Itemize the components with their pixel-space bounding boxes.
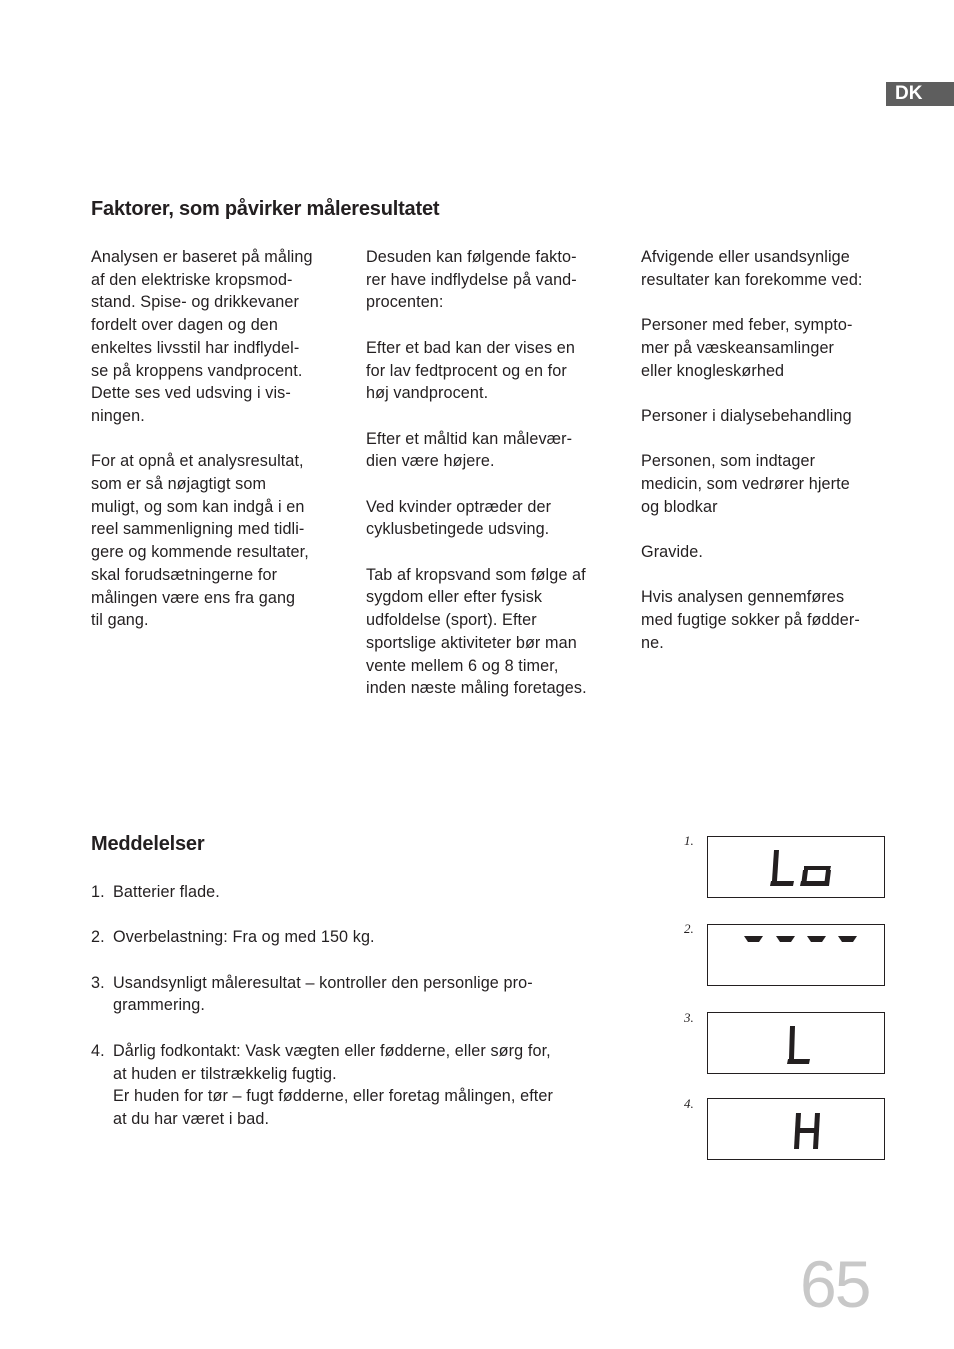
list-item [91,926,621,949]
item-number: 1. [91,883,105,901]
item-number: 4. [91,1041,105,1060]
page-number: 65 [800,1247,870,1321]
paragraph: Ved kvinder optræder der cyklusbetingede udsving. [366,497,552,539]
text-column-1 [91,246,341,655]
messages-list [91,881,621,1153]
paragraph: Efter et bad kan der vises en for lav fedtprocent og en for høj vandprocent. [366,338,575,403]
language-tab: DK [886,82,954,106]
display-number: 4. [684,1096,694,1111]
item-text: Usandsynligt måleresultat – kontroller den personlige pro- grammering. [113,973,533,1015]
lcd-dashes-icon [708,925,886,989]
display-number: 3. [684,1010,694,1025]
item-number: 2. [91,928,105,947]
lcd-h-icon [708,1099,886,1163]
item-text: Overbelastning: Fra og med 150 kg. [113,928,375,947]
paragraph: For at opnå et analysresultat, som er så nøjagtigt som muligt, og som kan indgå i en reel sammenligning med tidli- gere og kommende resultater, skal forudsætningerne for målingen være ens fra gang til gang. [91,452,309,630]
item-number: 3. [91,973,105,992]
paragraph: Desuden kan følgende fakto- rer have indflydelse på vand- procenten: [366,248,577,312]
text-column-2 [366,246,616,723]
paragraph: Analysen er baseret på måling af den elektriske kropsmod- stand. Spise- og drikkevaner fordelt over dagen og den enkeltes livsstil har indflydel- se på kroppens vandprocent. Dette ses ved udsving i vis- ningen. [91,248,313,425]
lcd-display-l [707,1012,885,1074]
paragraph: Afvigende eller usandsynlige resultater kan forekomme ved: [641,248,863,289]
text-column-3 [641,246,891,677]
lcd-lo-icon [708,837,886,899]
paragraph: Personen, som indtager medicin, som vedrører hjerte og blodkar [641,452,850,516]
section-title-messages: Meddelelser [91,833,205,855]
lcd-display-lo [707,836,885,898]
lcd-display-overload [707,924,885,986]
paragraph: Personer i dialysebehandling [641,406,852,425]
section-title-factors: Faktorer, som påvirker måleresultatet [91,198,440,220]
item-text: Batterier flade. [113,883,220,901]
list-item [91,881,621,904]
display-number: 1. [684,833,694,848]
lcd-display-h [707,1098,885,1160]
display-number: 2. [684,921,694,936]
list-item [91,1040,621,1131]
lcd-l-icon [708,1013,886,1077]
paragraph: Tab af kropsvand som følge af sygdom eller efter fysisk udfoldelse (sport). Efter sportslige aktiviteter bør man vente mellem 6 og 8 timer, inden næste måling foretages. [366,565,587,698]
paragraph: Efter et måltid kan målevær- dien være højere. [366,429,573,471]
item-text: Dårlig fodkontakt: Vask vægten eller fødderne, eller sørg for, at huden er tilstrækkelig fugtig. Er huden for tør – fugt fødderne, eller foretag målingen, efter at du har været i bad. [113,1041,553,1128]
paragraph: Gravide. [641,543,703,562]
list-item [91,972,621,1017]
paragraph: Hvis analysen gennemføres med fugtige sokker på fødder- ne. [641,588,860,652]
paragraph: Personer med feber, sympto- mer på væskeansamlinger eller knogleskørhed [641,316,853,380]
